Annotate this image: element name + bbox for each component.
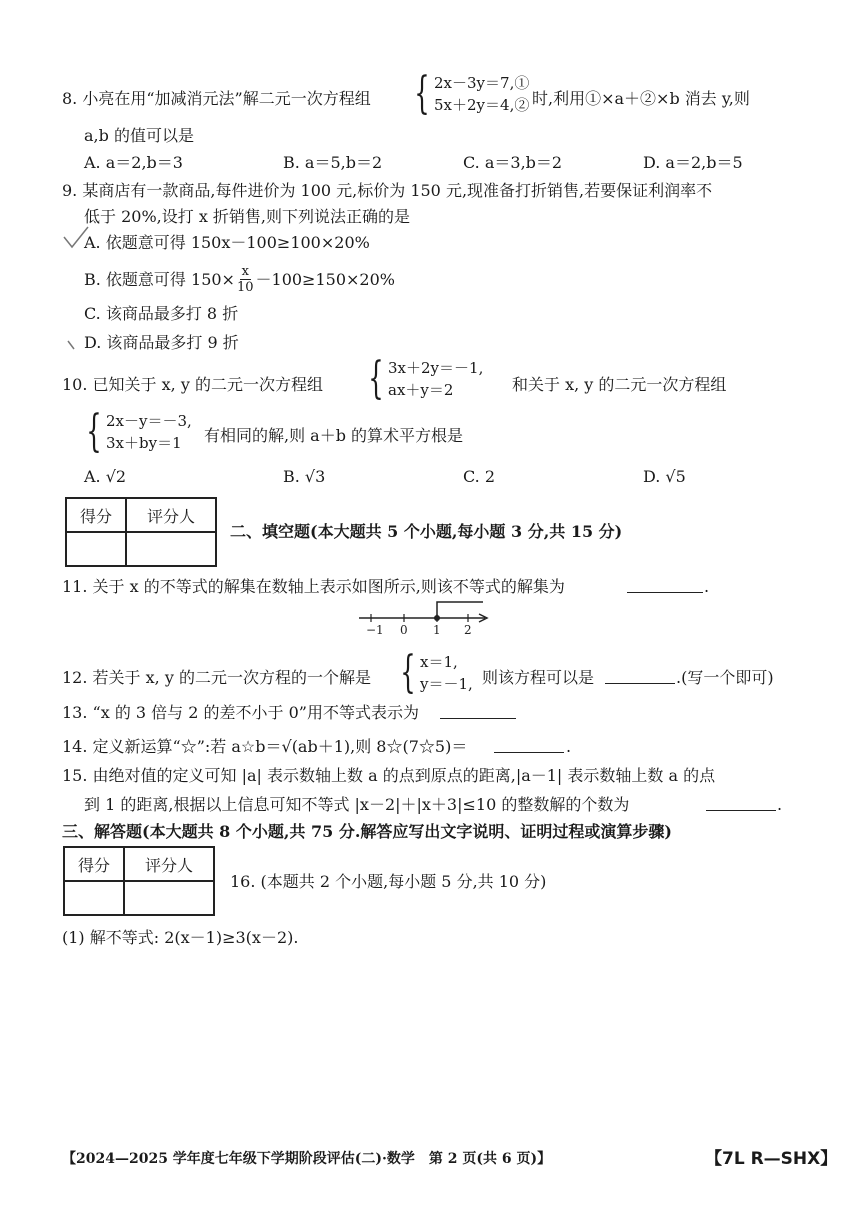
q15-answer-blank[interactable] <box>706 794 776 811</box>
section3-title: 三、解答题(本大题共 8 个小题,共 75 分.解答应写出文字说明、证明过程或演算步骤) <box>62 822 672 841</box>
q10-stem-end: 有相同的解,则 a＋b 的算术平方根是 <box>204 426 464 445</box>
score-table-section3 <box>63 846 215 916</box>
q10-stem: 10. 已知关于 x, y 的二元一次方程组 <box>62 375 323 394</box>
q14-answer-blank[interactable] <box>494 736 564 753</box>
q14-period: . <box>566 737 572 756</box>
q9-line1: 9. 某商店有一款商品,每件进价为 100 元,标价为 150 元,现准备打折销售,若要保证利润率不 <box>62 181 713 200</box>
q8-option-a: A. a＝2,b＝3 <box>84 153 183 172</box>
tick-label-2: 2 <box>464 623 472 637</box>
q9-fraction <box>237 264 254 295</box>
score-table-section2 <box>65 497 217 567</box>
q8-option-b: B. a＝5,b＝2 <box>283 153 383 172</box>
q14-stem: 14. 定义新运算“☆”:若 a☆b＝√(ab＋1),则 8☆(7☆5)＝ <box>62 737 468 756</box>
q8-equation-system: { 2x－3y＝7,① 5x＋2y＝4,② <box>414 68 530 119</box>
q15-line1: 15. 由绝对值的定义可知 |a| 表示数轴上数 a 的点到原点的距离,|a－1| 表示数轴上数 a 的点 <box>62 766 716 785</box>
q10-option-b: B. √3 <box>283 467 326 486</box>
q10-system-1: { 3x＋2y＝－1, ax＋y＝2 <box>368 353 484 404</box>
tick-label-1: 1 <box>433 623 441 637</box>
q13-stem: 13. “x 的 3 倍与 2 的差不小于 0”用不等式表示为 <box>62 703 419 722</box>
q12-stem: 12. 若关于 x, y 的二元一次方程的一个解是 <box>62 668 371 687</box>
score-cell[interactable] <box>64 881 124 915</box>
q9-option-b-post: －100≥150×20% <box>255 269 395 289</box>
grader-header: 评分人 <box>126 498 216 532</box>
score-header: 得分 <box>64 847 124 881</box>
q10-option-d: D. √5 <box>643 467 686 486</box>
footer-page-info: 【2024—2025 学年度七年级下学期阶段评估(二)·数学 第 2 页(共 6 页)】 <box>62 1151 552 1167</box>
pencil-marks <box>60 225 100 355</box>
q16-title: 16. (本题共 2 个小题,每小题 5 分,共 10 分) <box>230 872 547 891</box>
q9-option-b <box>84 264 395 295</box>
q9-option-a: A. 依题意可得 150x－100≥100×20% <box>84 233 370 252</box>
tick-label-neg1: −1 <box>366 623 384 637</box>
q8-stem-end: 时,利用①×a＋②×b 消去 y,则 <box>532 89 750 108</box>
q9-fraction-numerator: x <box>241 264 249 279</box>
q9-fraction-denominator: 10 <box>236 280 254 295</box>
section2-title: 二、填空题(本大题共 5 个小题,每小题 3 分,共 15 分) <box>230 522 623 541</box>
q9-option-c: C. 该商品最多打 8 折 <box>84 304 239 323</box>
q11-stem: 11. 关于 x 的不等式的解集在数轴上表示如图所示,则该不等式的解集为 <box>62 577 565 596</box>
q11-answer-blank[interactable] <box>627 576 703 593</box>
q9-option-b-pre: B. 依题意可得 150× <box>84 269 235 289</box>
q9-option-d: D. 该商品最多打 9 折 <box>84 333 239 352</box>
tick-label-0: 0 <box>400 623 408 637</box>
grader-cell[interactable] <box>126 532 216 566</box>
q16-part1: (1) 解不等式: 2(x－1)≥3(x－2). <box>62 928 299 947</box>
q12-solution-system: { x＝1, y＝－1, <box>400 647 473 698</box>
q10-eq1: 3x＋2y＝－1, <box>388 359 484 377</box>
q10-eq2: ax＋y＝2 <box>388 381 454 399</box>
q11-period: . <box>704 577 710 596</box>
q15-period: . <box>777 795 783 814</box>
q8-line2: a,b 的值可以是 <box>84 126 194 145</box>
grader-header: 评分人 <box>124 847 214 881</box>
q9-line2: 低于 20%,设打 x 折销售,则下列说法正确的是 <box>84 207 411 226</box>
q8-eq1: 2x－3y＝7,① <box>434 74 530 92</box>
q10-stem-mid: 和关于 x, y 的二元一次方程组 <box>512 375 727 394</box>
q12-eq1: x＝1, <box>420 653 458 671</box>
q10-option-a: A. √2 <box>84 467 127 486</box>
score-header: 得分 <box>66 498 126 532</box>
q10-system-2: { 2x－y＝－3, 3x＋by＝1 <box>86 406 192 457</box>
q8-option-d: D. a＝2,b＝5 <box>643 153 743 172</box>
q12-stem-end: 则该方程可以是 <box>482 668 595 687</box>
solution-ray <box>437 602 483 618</box>
q13-answer-blank[interactable] <box>440 702 516 719</box>
q12-answer-blank[interactable] <box>605 667 675 684</box>
q12-eq2: y＝－1, <box>420 675 473 693</box>
q15-line2: 到 1 的距离,根据以上信息可知不等式 |x－2|＋|x＋3|≤10 的整数解的个数为 <box>84 795 630 814</box>
footer-code: 【7L R—SHX】 <box>705 1149 838 1169</box>
score-cell[interactable] <box>66 532 126 566</box>
q8-option-c: C. a＝3,b＝2 <box>463 153 563 172</box>
q10-eq3: 2x－y＝－3, <box>106 412 192 430</box>
grader-cell[interactable] <box>124 881 214 915</box>
number-line-figure <box>355 598 495 638</box>
q12-note: .(写一个即可) <box>676 668 774 687</box>
q10-option-c: C. 2 <box>463 467 496 486</box>
q10-eq4: 3x＋by＝1 <box>106 434 182 452</box>
q8-eq2: 5x＋2y＝4,② <box>434 96 530 114</box>
q8-stem: 8. 小亮在用“加减消元法”解二元一次方程组 <box>62 89 371 108</box>
